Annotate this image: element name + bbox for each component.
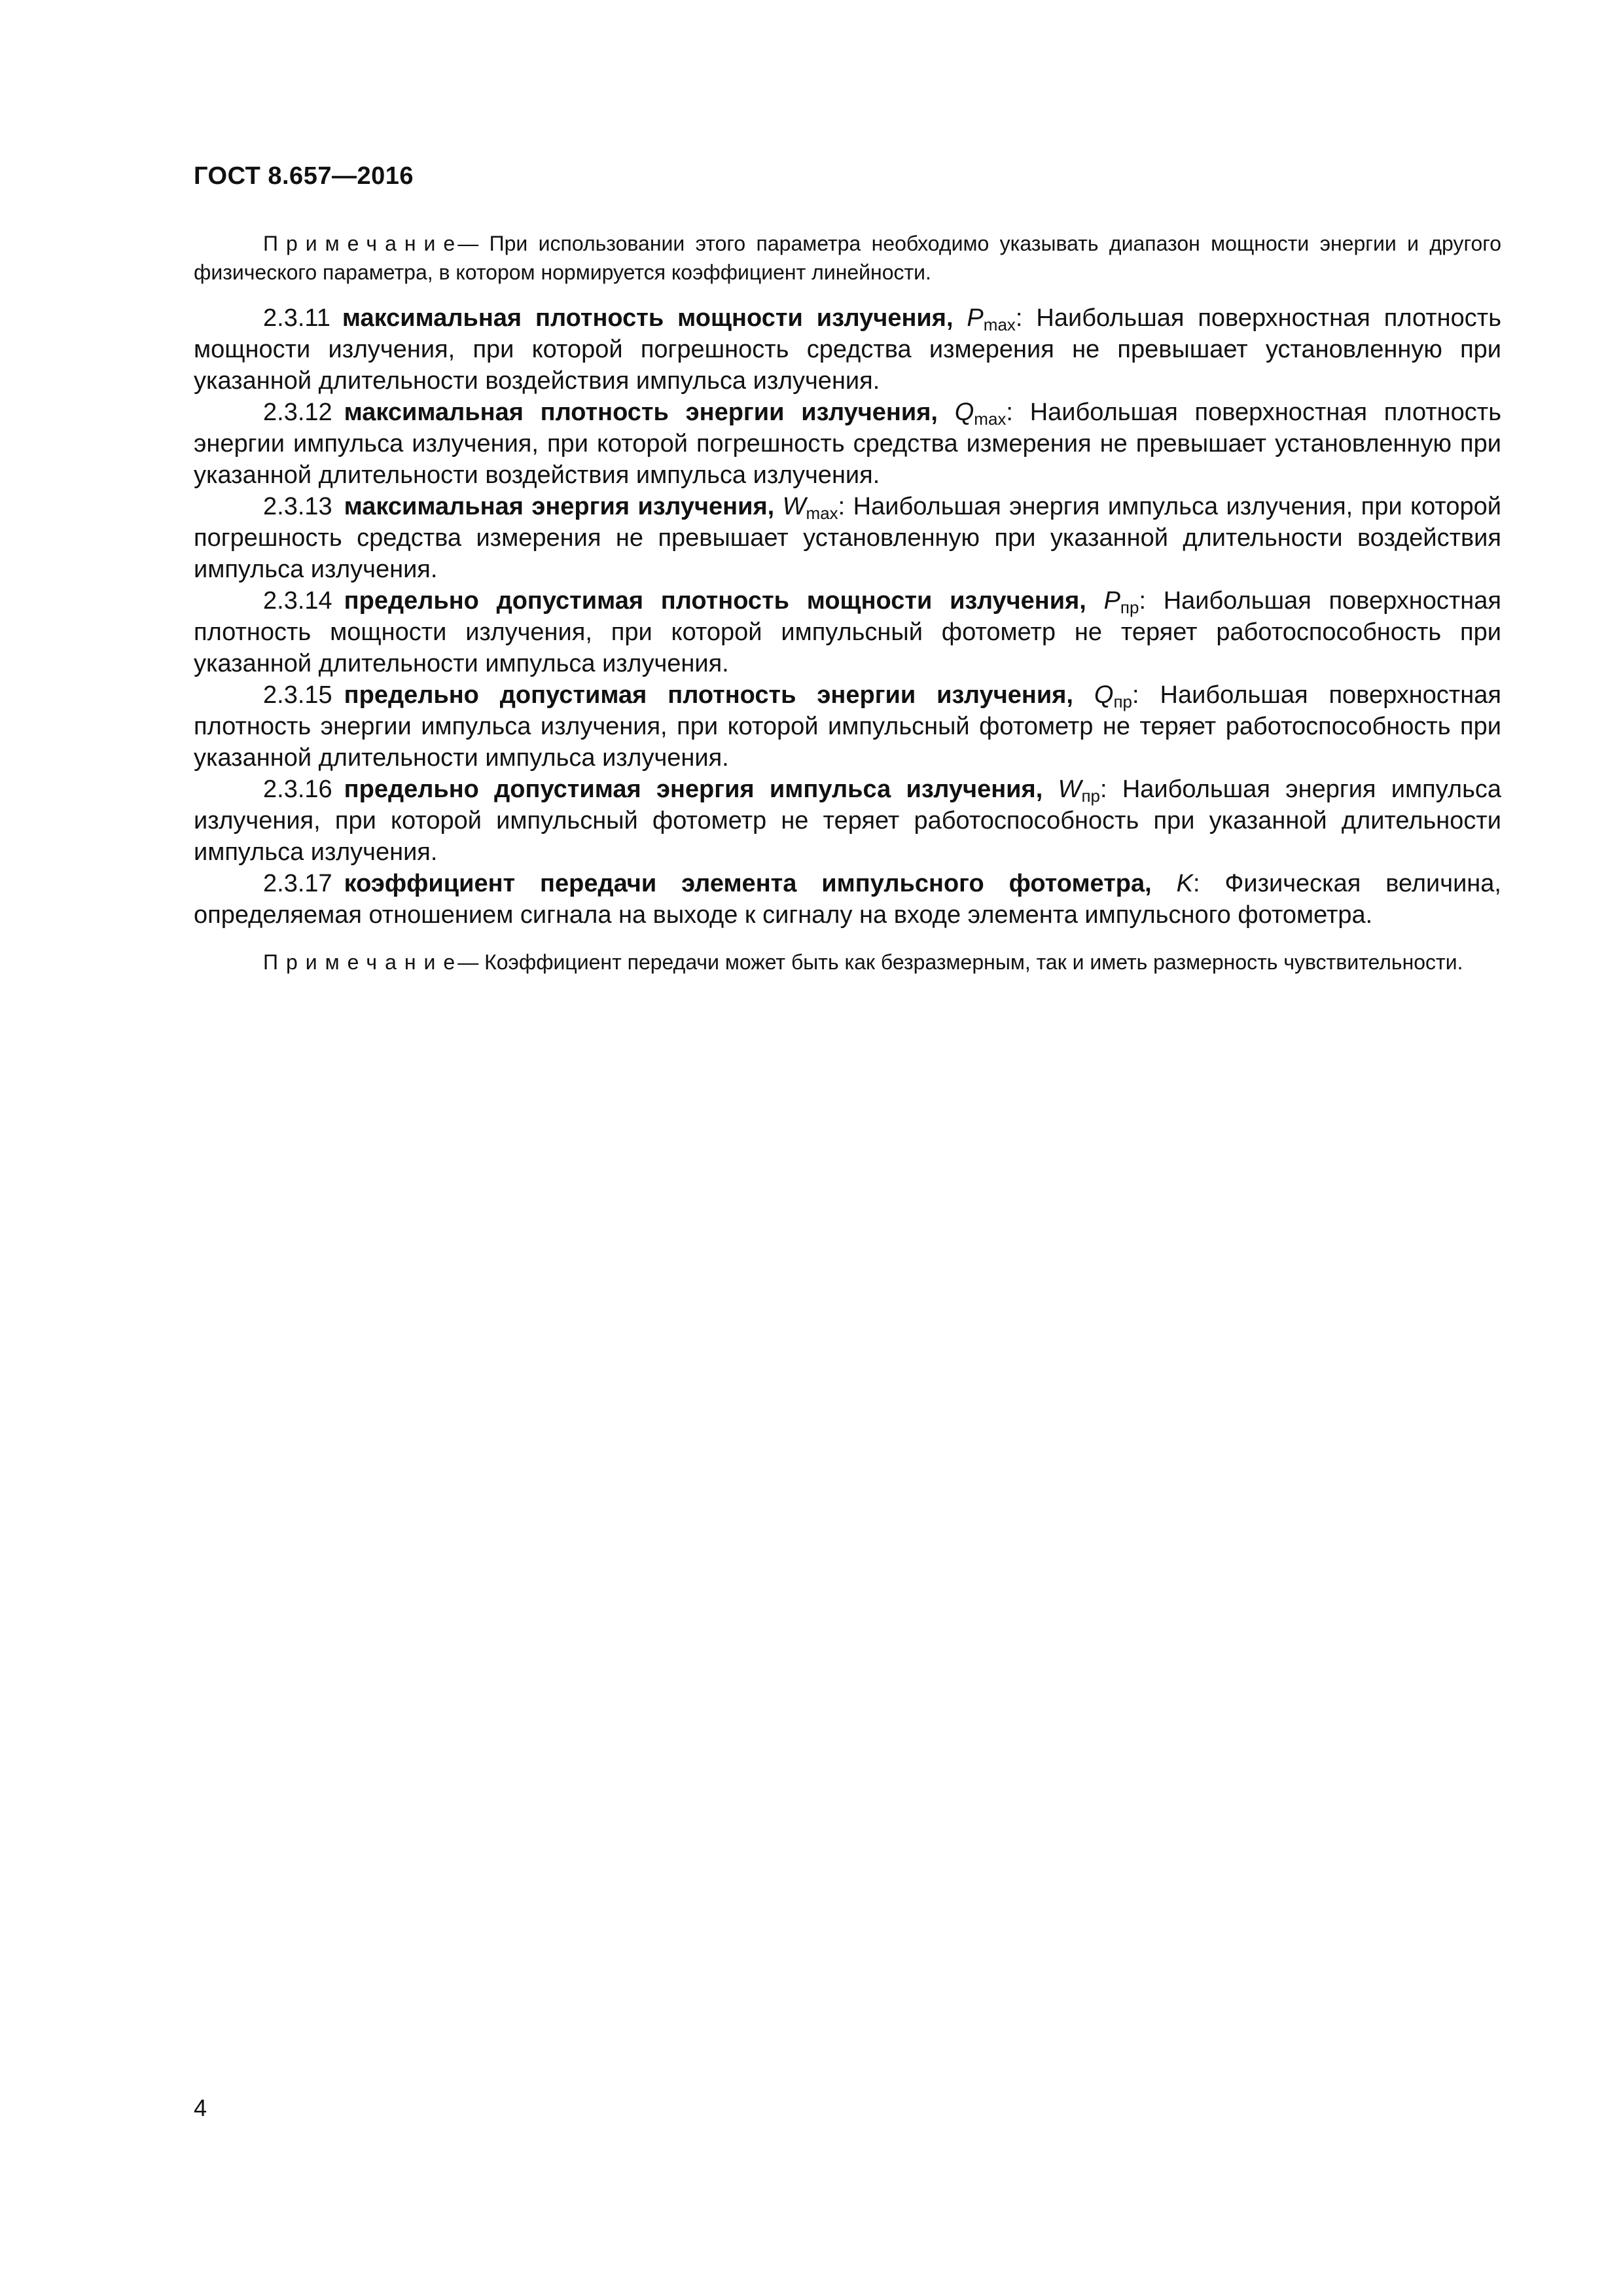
document-body [194,229,1501,992]
term-definition: Наибольшая поверхностная плотность мощности излучения, при которой импульсный фотометр не теряет работоспособность при указанной длительности импульса излучения. [194,587,1502,677]
term-2-3-16: 2.3.16 предельно допустимая энергия импульса излучения, $W_{пр}$: Наибольшая энергия импульса излучения, при которой импульсный фотометр не теряет работоспособность при указанной длительности импульса излучения. [194,776,1501,866]
term-symbol: Q [954,399,974,426]
term-2-3-15: 2.3.15 предельно допустимая плотность энергии излучения, $Q_{пр}$: Наибольшая поверхностная плотность энергии импульса излучения, при которой импульсный фотометр не теряет работоспособность при указанной длительности импульса излучения. [194,681,1502,772]
term-definition: Физическая величина, определяемая отношением сигнала на выходе к сигналу на входе элемента импульсного фотометра. [194,870,1501,929]
term-definition: Наибольшая энергия импульса излучения, при которой погрешность средства измерения не превышает установленную при указанной длительности воздействия импульса излучения. [194,493,1501,583]
term-number: 2.3.17 [263,870,332,897]
term-name: максимальная плотность мощности излучения, [342,304,954,332]
page-number: 4 [194,2094,207,2121]
term-2-3-17: 2.3.17 коэффициент передачи элемента импульсного фотометра, K: Физическая величина, определяемая отношением сигнала на выходе к сигналу на входе элемента импульсного фотометра. [194,870,1501,929]
term-symbol-subscript: пр [1113,692,1132,711]
term-name: предельно допустимая энергия импульса излучения, [344,776,1043,803]
term-symbol: W [1058,776,1082,803]
term-symbol-subscript: max [974,409,1007,429]
term-definition: Наибольшая поверхностная плотность мощности излучения, при которой погрешность средства измерения не превышает установленную при указанной длительности воздействия импульса излучения. [194,304,1501,395]
term-name: предельно допустимая плотность мощности излучения, [344,587,1086,615]
term-definition: Наибольшая энергия импульса излучения, при которой импульсный фотометр не теряет работоспособность при указанной длительности импульса излучения. [194,776,1501,866]
term-symbol: Q [1094,681,1114,709]
term-definition: Наибольшая поверхностная плотность энергии импульса излучения, при которой импульсный фотометр не теряет работоспособность при указанной длительности импульса излучения. [194,681,1502,772]
term-symbol: P [1103,587,1120,615]
term-symbol: W [782,493,806,520]
term-symbol-subscript: max [806,503,838,523]
note-dash: — [457,950,485,974]
term-symbol-subscript: пр [1081,786,1100,806]
term-number: 2.3.15 [263,681,332,709]
note-dash: — [457,232,490,255]
term-2-3-11: 2.3.11 максимальная плотность мощности излучения, $P_{max}$: Наибольшая поверхностная плотность мощности излучения, при которой погрешность средства измерения не превышает установленную при указанной длительности воздействия импульса излучения. [194,304,1501,395]
term-symbol: P [967,304,984,332]
term-name: максимальная плотность энергии излучения, [344,399,938,426]
note-text: Коэффициент передачи может быть как безразмерным, так и иметь размерность чувствительности. [484,950,1463,974]
term-symbol: K [1176,870,1193,897]
note-linearity [194,229,1501,287]
term-name: коэффициент передачи элемента импульсного фотометра, [344,870,1152,897]
term-number: 2.3.13 [263,493,332,520]
term-name: максимальная энергия излучения, [344,493,775,520]
note-label: Примечание [263,232,463,255]
term-2-3-13: 2.3.13 максимальная энергия излучения, $W_{max}$: Наибольшая энергия импульса излучения, при которой погрешность средства измерения не превышает установленную при указанной длительности воздействия импульса излучения. [194,493,1501,583]
note-text: При использовании этого параметра необходимо указывать диапазон мощности энергии и другого физического параметра, в котором нормируется коэффициент линейности. [194,232,1502,284]
term-symbol-subscript: пр [1120,598,1139,617]
term-number: 2.3.12 [263,399,332,426]
term-symbol-subscript: max [983,315,1016,334]
term-number: 2.3.11 [263,304,330,332]
term-name: предельно допустимая плотность энергии излучения, [344,681,1073,709]
term-number: 2.3.14 [263,587,332,615]
term-definition: Наибольшая поверхностная плотность энергии импульса излучения, при которой погрешность средства измерения не превышает установленную при указанной длительности воздействия импульса излучения. [194,399,1501,489]
note-label: Примечание [263,950,463,974]
term-2-3-12: 2.3.12 максимальная плотность энергии излучения, $Q_{max}$: Наибольшая поверхностная плотность энергии импульса излучения, при которой погрешность средства измерения не превышает установленную при указанной длительности воздействия импульса излучения. [194,399,1501,489]
document-header: ГОСТ 8.657—2016 [194,162,414,190]
term-number: 2.3.16 [263,776,332,803]
term-2-3-14: 2.3.14 предельно допустимая плотность мощности излучения, $P_{пр}$: Наибольшая поверхностная плотность мощности излучения, при которой импульсный фотометр не теряет работоспособность при указанной длительности импульса излучения. [194,587,1502,677]
note-transfer-coefficient [194,948,1501,977]
